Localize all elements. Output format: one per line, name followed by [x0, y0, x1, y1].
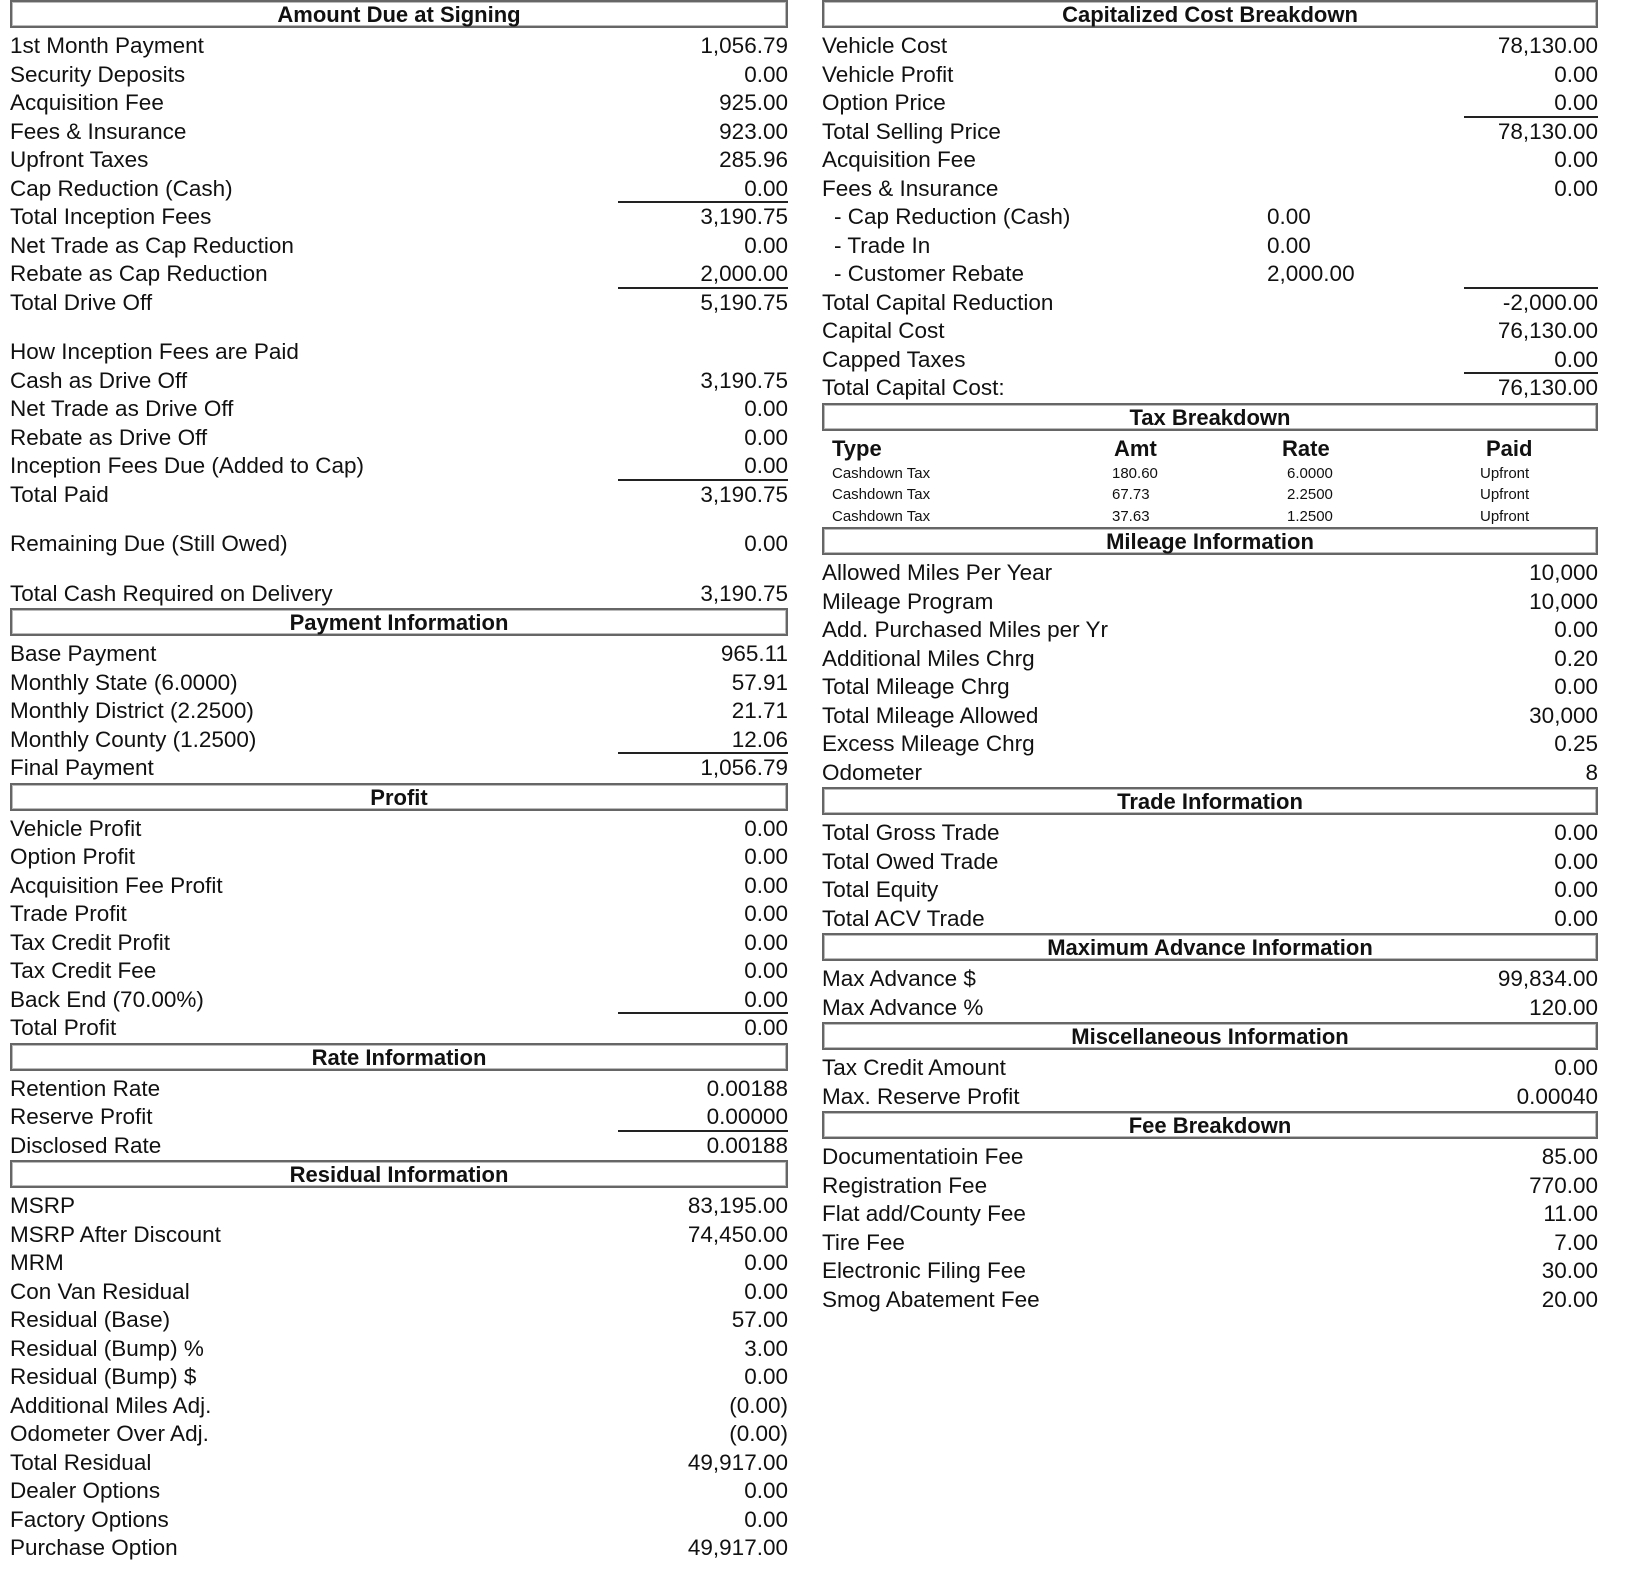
amount-due-header: Amount Due at Signing — [10, 0, 788, 28]
row-fees-insurance: Fees & Insurance 923.00 — [10, 118, 788, 144]
row-capped-taxes: Capped Taxes 0.00 — [822, 346, 1598, 375]
row-dealer-options: Dealer Options 0.00 — [10, 1478, 788, 1503]
right-column — [822, 0, 1598, 1314]
row-inception-fees-due: Inception Fees Due (Added to Cap) 0.00 — [10, 452, 788, 481]
inception-paid-heading: How Inception Fees are Paid — [10, 339, 299, 364]
row-max-reserve-profit: Max. Reserve Profit 0.00040 — [822, 1083, 1598, 1109]
row-first-month-payment: 1st Month Payment 1,056.79 — [10, 33, 788, 58]
row-monthly-county: Monthly County (1.2500) 12.06 — [10, 726, 788, 755]
row-retention-rate: Retention Rate 0.00188 — [10, 1075, 788, 1101]
row-back-end: Back End (70.00%) 0.00 — [10, 986, 788, 1015]
row-documentation-fee: Documentatioin Fee 85.00 — [822, 1144, 1598, 1169]
residual-header: Residual Information — [10, 1160, 788, 1188]
tax-col-amt: Amt — [1114, 435, 1157, 461]
fee-header: Fee Breakdown — [822, 1111, 1598, 1139]
row-reduction-cash: - Cap Reduction (Cash) 0.00 — [834, 204, 1311, 229]
row-total-owed-trade: Total Owed Trade 0.00 — [822, 848, 1598, 874]
row-additional-miles-adj: Additional Miles Adj. (0.00) — [10, 1392, 788, 1418]
row-total-equity: Total Equity 0.00 — [822, 877, 1598, 902]
row-tire-fee: Tire Fee 7.00 — [822, 1229, 1598, 1255]
rate-header: Rate Information — [10, 1043, 788, 1071]
row-allowed-miles-year: Allowed Miles Per Year 10,000 — [822, 560, 1598, 585]
row-disclosed-rate: Disclosed Rate 0.00188 — [10, 1132, 788, 1158]
table-row: Cashdown Tax 37.63 1.2500 Upfront — [832, 507, 1530, 525]
table-row: Cashdown Tax 67.73 2.2500 Upfront — [832, 486, 1530, 503]
row-residual-bump-pct: Residual (Bump) % 3.00 — [10, 1335, 788, 1361]
row-cap-vehicle-profit: Vehicle Profit 0.00 — [822, 61, 1598, 87]
row-msrp-after-discount: MSRP After Discount 74,450.00 — [10, 1221, 788, 1247]
row-excess-mileage-chrg: Excess Mileage Chrg 0.25 — [822, 731, 1598, 756]
row-residual-base: Residual (Base) 57.00 — [10, 1307, 788, 1332]
row-rebate-drive-off: Rebate as Drive Off 0.00 — [10, 424, 788, 450]
row-reserve-profit: Reserve Profit 0.00000 — [10, 1103, 788, 1132]
row-reduction-trade-in: - Trade In 0.00 — [834, 232, 1311, 258]
row-purchase-option: Purchase Option 49,917.00 — [10, 1535, 788, 1560]
row-upfront-taxes: Upfront Taxes 285.96 — [10, 147, 788, 172]
payment-header: Payment Information — [10, 608, 788, 636]
row-electronic-filing-fee: Electronic Filing Fee 30.00 — [822, 1258, 1598, 1283]
row-net-trade-drive-off: Net Trade as Drive Off 0.00 — [10, 396, 788, 421]
row-total-capital-cost: Total Capital Cost: 76,130.00 — [822, 375, 1598, 400]
trade-header: Trade Information — [822, 787, 1598, 815]
row-total-cash-required: Total Cash Required on Delivery 3,190.75 — [10, 580, 788, 606]
row-reduction-customer-rebate: - Customer Rebate 2,000.00 — [822, 260, 1598, 289]
row-monthly-state: Monthly State (6.0000) 57.91 — [10, 669, 788, 695]
row-total-drive-off: Total Drive Off 5,190.75 — [10, 289, 788, 315]
misc-header: Miscellaneous Information — [822, 1022, 1598, 1050]
row-purchased-miles: Add. Purchased Miles per Yr 0.00 — [822, 617, 1598, 642]
table-row: Cashdown Tax 180.60 6.0000 Upfront — [832, 464, 1530, 482]
row-cash-drive-off: Cash as Drive Off 3,190.75 — [10, 367, 788, 393]
row-residual-bump-amt: Residual (Bump) $ 0.00 — [10, 1364, 788, 1389]
row-total-acv-trade: Total ACV Trade 0.00 — [822, 905, 1598, 931]
tax-col-type: Type — [832, 435, 882, 461]
row-security-deposits: Security Deposits 0.00 — [10, 61, 788, 87]
row-max-advance-pct: Max Advance % 120.00 — [822, 994, 1598, 1020]
max-advance-header: Maximum Advance Information — [822, 933, 1598, 961]
row-total-inception-fees: Total Inception Fees 3,190.75 — [10, 204, 788, 229]
row-net-trade-cap-reduction: Net Trade as Cap Reduction 0.00 — [10, 232, 788, 258]
row-con-van-residual: Con Van Residual 0.00 — [10, 1278, 788, 1304]
row-total-mileage-chrg: Total Mileage Chrg 0.00 — [822, 674, 1598, 699]
row-total-mileage-allowed: Total Mileage Allowed 30,000 — [822, 702, 1598, 728]
row-odometer-over-adj: Odometer Over Adj. (0.00) — [10, 1421, 788, 1446]
row-remaining-due: Remaining Due (Still Owed) 0.00 — [10, 531, 788, 556]
mileage-header: Mileage Information — [822, 527, 1598, 555]
row-smog-abatement-fee: Smog Abatement Fee 20.00 — [822, 1286, 1598, 1312]
row-total-residual: Total Residual 49,917.00 — [10, 1449, 788, 1475]
row-total-paid: Total Paid 3,190.75 — [10, 481, 788, 507]
row-final-payment: Final Payment 1,056.79 — [10, 755, 788, 780]
row-total-capital-reduction: Total Capital Reduction -2,000.00 — [822, 289, 1598, 315]
row-option-profit: Option Profit 0.00 — [10, 844, 788, 869]
tax-col-rate: Rate — [1282, 435, 1330, 461]
row-base-payment: Base Payment 965.11 — [10, 641, 788, 666]
row-total-selling-price: Total Selling Price 78,130.00 — [822, 118, 1598, 144]
tax-col-paid: Paid — [1486, 435, 1533, 461]
row-msrp: MSRP 83,195.00 — [10, 1193, 788, 1218]
row-tax-credit-fee: Tax Credit Fee 0.00 — [10, 958, 788, 983]
row-cap-fees-insurance: Fees & Insurance 0.00 — [822, 175, 1598, 201]
row-trade-profit: Trade Profit 0.00 — [10, 901, 788, 926]
row-tax-credit-amount: Tax Credit Amount 0.00 — [822, 1055, 1598, 1080]
row-cap-acquisition-fee: Acquisition Fee 0.00 — [822, 147, 1598, 172]
row-additional-miles-chrg: Additional Miles Chrg 0.20 — [822, 645, 1598, 671]
row-acquisition-fee-profit: Acquisition Fee Profit 0.00 — [10, 872, 788, 898]
row-registration-fee: Registration Fee 770.00 — [822, 1172, 1598, 1198]
row-max-advance-amt: Max Advance $ 99,834.00 — [822, 966, 1598, 991]
row-capital-cost: Capital Cost 76,130.00 — [822, 318, 1598, 343]
row-tax-credit-profit: Tax Credit Profit 0.00 — [10, 929, 788, 955]
row-mileage-program: Mileage Program 10,000 — [822, 588, 1598, 614]
row-monthly-district: Monthly District (2.2500) 21.71 — [10, 698, 788, 723]
row-vehicle-cost: Vehicle Cost 78,130.00 — [822, 33, 1598, 58]
tax-table-header — [822, 435, 1598, 463]
row-vehicle-profit: Vehicle Profit 0.00 — [10, 815, 788, 841]
row-acquisition-fee: Acquisition Fee 925.00 — [10, 90, 788, 115]
row-factory-options: Factory Options 0.00 — [10, 1506, 788, 1532]
row-total-gross-trade: Total Gross Trade 0.00 — [822, 820, 1598, 845]
row-rebate-cap-reduction: Rebate as Cap Reduction 2,000.00 — [10, 260, 788, 289]
row-cap-reduction-cash: Cap Reduction (Cash) 0.00 — [10, 175, 788, 204]
row-option-price: Option Price 0.00 — [822, 89, 1598, 118]
cap-cost-header: Capitalized Cost Breakdown — [822, 0, 1598, 28]
row-county-fee: Flat add/County Fee 11.00 — [822, 1201, 1598, 1226]
profit-header: Profit — [10, 783, 788, 811]
row-mrm: MRM 0.00 — [10, 1250, 788, 1275]
row-odometer: Odometer 8 — [822, 759, 1598, 785]
tax-header: Tax Breakdown — [822, 403, 1598, 431]
left-column — [10, 0, 788, 1563]
row-total-profit: Total Profit 0.00 — [10, 1015, 788, 1040]
